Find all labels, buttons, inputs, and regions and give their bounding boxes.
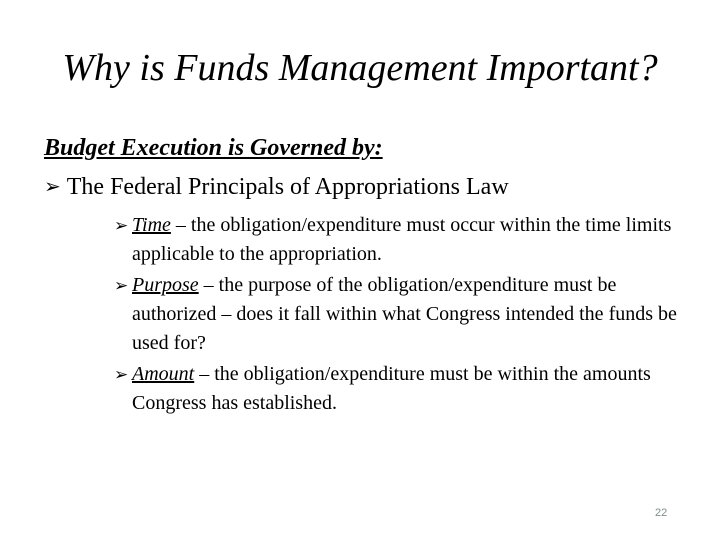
arrow-right-icon: ➢ xyxy=(44,176,61,198)
section-heading: Budget Execution is Governed by: xyxy=(44,135,383,161)
arrow-right-icon: ➢ xyxy=(114,276,129,295)
sub-bullet-purpose xyxy=(114,271,689,358)
sub-bullet-list xyxy=(114,211,689,420)
term-amount: Amount xyxy=(132,363,195,385)
main-bullet xyxy=(44,172,509,203)
term-time: Time xyxy=(132,214,171,236)
page-number: 22 xyxy=(655,507,668,519)
sub-bullet-text: – the obligation/expenditure must be within the amounts Congress has established. xyxy=(132,363,651,414)
main-bullet-text: The Federal Principals of Appropriations Law xyxy=(66,174,509,200)
sub-bullet-time xyxy=(114,211,689,269)
slide-title: Why is Funds Management Important? xyxy=(62,47,658,89)
sub-bullet-text: – the obligation/expenditure must occur within the time limits applicable to the appropriation. xyxy=(132,214,672,265)
sub-bullet-amount xyxy=(114,360,689,418)
arrow-right-icon: ➢ xyxy=(114,216,129,235)
sub-bullet-text: – the purpose of the obligation/expenditure must be authorized – does it fall within what Congress intended the funds be used for? xyxy=(132,274,677,354)
arrow-right-icon: ➢ xyxy=(114,365,129,384)
term-purpose: Purpose xyxy=(132,274,199,296)
